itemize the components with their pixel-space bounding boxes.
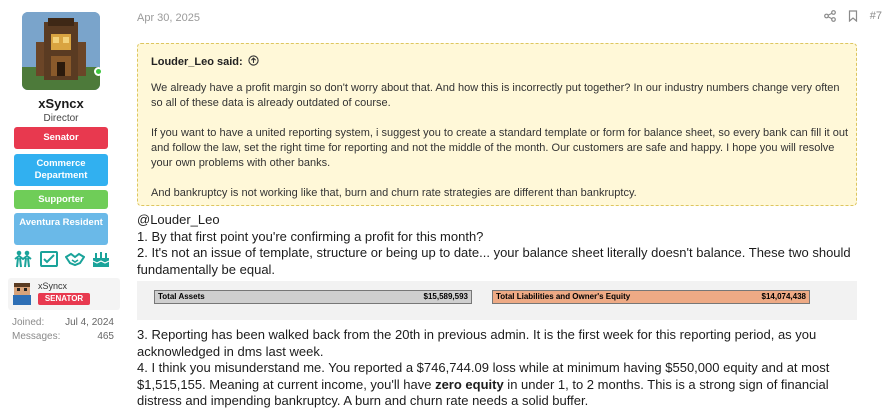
total-assets-value: $15,589,593 bbox=[423, 292, 468, 301]
post-date[interactable]: Apr 30, 2025 bbox=[137, 12, 200, 24]
body-line-4 bbox=[137, 360, 877, 410]
quote-block bbox=[137, 43, 857, 206]
messages-value[interactable]: 465 bbox=[97, 331, 114, 342]
post-body-top bbox=[137, 212, 877, 278]
handshake-trophy-icon[interactable] bbox=[65, 249, 85, 269]
avatar[interactable] bbox=[22, 12, 100, 90]
body-line-2: 2. It's not an issue of template, structure or being up to date... your balance sheet literally doesn't balance. These two should fundamentally be equal. bbox=[137, 245, 851, 277]
banner-aventura-resident: Aventura Resident bbox=[14, 213, 108, 245]
trophy-icons bbox=[13, 249, 113, 271]
joined-value: Jul 4, 2024 bbox=[65, 317, 114, 328]
mini-rank-badge: SENATOR bbox=[38, 293, 90, 305]
quote-paragraph: If you want to have a united reporting system, i suggest you to create a standard template or form for balance sheet, so every bank can fill it out and follow the law, set the right time for reporting and not the middle of the month. Our customers are safe and happy. I hope you will resolve your own problems with other banks. bbox=[151, 127, 849, 169]
body-line-3: 3. Reporting has been walked back from the 20th in previous admin. It is the first week for this reporting period, as you acknowledged in dms last week. bbox=[137, 327, 817, 359]
mention-link[interactable]: @Louder_Leo bbox=[137, 212, 220, 227]
quote-author-label: Louder_Leo said: bbox=[151, 56, 243, 68]
arrow-up-circle-icon[interactable] bbox=[248, 55, 259, 69]
total-assets-label: Total Assets bbox=[158, 292, 205, 301]
quote-paragraph: We already have a profit margin so don't worry about that. And how this is incorrectly put together? In our industry numbers change very often so all of these data is already outdated of course. bbox=[151, 82, 840, 109]
zero-equity-emphasis: zero equity bbox=[435, 376, 504, 392]
share-icon[interactable] bbox=[824, 10, 836, 22]
quote-author[interactable] bbox=[151, 55, 259, 69]
checklist-trophy-icon[interactable] bbox=[39, 249, 59, 269]
mini-username: xSyncx bbox=[38, 281, 68, 291]
quote-body bbox=[151, 81, 851, 216]
body-line-4-tail: in under 1, to 2 months. This is a strong sign of financial distress and impending bankruptcy. A burn and churn rate needs a solid buffer. bbox=[137, 376, 829, 408]
total-liabilities-label: Total Liabilities and Owner's Equity bbox=[496, 292, 631, 301]
user-title: Director bbox=[43, 113, 79, 124]
body-line-1: 1. By that first point you're confirming a profit for this month? bbox=[137, 228, 484, 244]
messages-stat bbox=[12, 331, 114, 342]
messages-label: Messages: bbox=[12, 331, 61, 342]
user-column bbox=[0, 0, 126, 412]
body-line-4-text: 4. I think you misunderstand me. You reported a $746,744.09 loss while at minimum having $550,000 equity and at most $1,515,155. Meaning at current income, you'll have bbox=[137, 360, 830, 392]
joined-label: Joined: bbox=[12, 317, 45, 328]
banner-supporter: Supporter bbox=[14, 190, 108, 209]
bookmark-icon[interactable] bbox=[848, 10, 858, 22]
cake-trophy-icon[interactable] bbox=[91, 249, 111, 269]
banner-senator: Senator bbox=[14, 127, 108, 149]
joined-stat bbox=[12, 317, 114, 328]
post-actions bbox=[824, 10, 882, 22]
total-liabilities-cell bbox=[492, 290, 810, 304]
username[interactable]: xSyncx bbox=[38, 96, 84, 111]
balance-sheet-image bbox=[137, 281, 857, 320]
banner-commerce-department: Commerce Department bbox=[14, 154, 108, 186]
post-body-bottom bbox=[137, 327, 877, 410]
quote-paragraph: And bankruptcy is not working like that, burn and churn rate strategies are different than bankruptcy. bbox=[151, 187, 637, 199]
total-assets-cell bbox=[154, 290, 472, 304]
online-status-dot bbox=[94, 67, 103, 76]
mini-avatar bbox=[11, 281, 33, 305]
avatar-image bbox=[22, 12, 100, 90]
post-number-link[interactable]: #7 bbox=[869, 10, 882, 22]
total-liabilities-value: $14,074,438 bbox=[761, 292, 806, 301]
people-trophy-icon[interactable] bbox=[13, 249, 33, 269]
mini-profile-card[interactable] bbox=[8, 278, 120, 310]
